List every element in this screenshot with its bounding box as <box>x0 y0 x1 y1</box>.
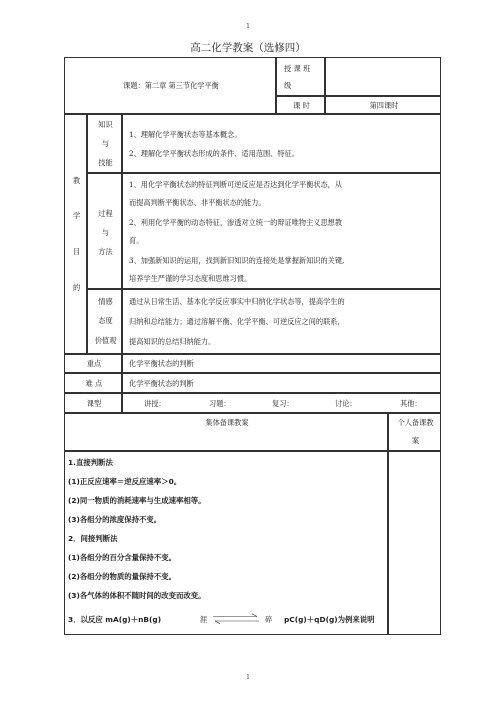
knowledge-label: 与 <box>101 139 110 148</box>
difficulty-value-cell <box>122 373 441 393</box>
process-label: 过程 <box>98 209 113 218</box>
lesson-type-option: 其他： <box>400 399 422 408</box>
reaction-word-left: 涯 <box>200 615 208 624</box>
lesson-type-option: 习题： <box>209 399 231 408</box>
collective-plan-header-cell <box>64 413 388 451</box>
personal-plan-header-cell <box>388 413 441 451</box>
personal-notes-cell <box>388 451 441 635</box>
personal-plan-header: 个人备课教 <box>397 418 434 427</box>
equilibrium-arrow-icon <box>211 612 261 626</box>
objectives-char: 教 <box>73 176 81 185</box>
content-line: (1)各组分的百分含量保持不变。 <box>68 553 176 562</box>
content-line: (3)各气体的体积不随时间的改变而改变。 <box>68 591 206 600</box>
process-line: 育。 <box>129 236 144 245</box>
emotion-label-cell <box>87 289 122 354</box>
content-line: 2．间接判断法 <box>68 534 118 543</box>
lesson-type-option: 讨论： <box>335 399 357 408</box>
class-label-line2: 级 <box>284 81 292 90</box>
class-label-cell <box>276 57 325 96</box>
knowledge-label: 知识 <box>98 120 113 129</box>
objectives-char: 的 <box>73 283 81 292</box>
knowledge-content-cell <box>122 114 441 173</box>
collective-plan-header: 集体备课教案 <box>205 418 249 427</box>
focus-label: 重点 <box>86 359 102 368</box>
lesson-type-options-cell <box>122 393 441 413</box>
lesson-type-label: 课型 <box>86 399 102 408</box>
focus-value: 化学平衡状态的判断 <box>129 359 194 368</box>
emotion-line: 提高知识的总结归纳能力。 <box>129 337 216 346</box>
content-line: (2)同一物质的消耗速率与生成速率相等。 <box>68 496 206 505</box>
topic-cell <box>64 57 276 114</box>
emotion-content-cell <box>122 289 441 354</box>
process-line: 1、用化学平衡状态的特征判断可逆反应是否达到化学平衡状态，从 <box>129 180 343 189</box>
process-content-cell <box>122 173 441 289</box>
document-title: 高二化学教案（选修四） <box>190 42 306 54</box>
reaction-line-right: pC(g)＋qD(g)为例来说明 <box>284 615 375 624</box>
emotion-label: 情感 <box>98 297 113 306</box>
knowledge-label-cell <box>87 114 122 173</box>
hours-value: 第四课时 <box>369 101 399 110</box>
content-cell <box>64 451 388 635</box>
emotion-line: 通过从日常生活、基本化学反应事实中归纳化学状态等，提高学生的 <box>129 297 345 306</box>
page-number-bottom: 1 <box>246 674 250 681</box>
objectives-label-cell <box>64 114 87 354</box>
difficulty-label-cell <box>64 373 122 393</box>
reaction-word-right: 碎 <box>265 615 273 624</box>
process-line: 培养学生严谨的学习态度和思维习惯。 <box>129 274 252 283</box>
content-line: 1.直接判断法 <box>68 458 113 467</box>
content-line: (3)各组分的浓度保持不变。 <box>68 515 162 524</box>
personal-plan-header: 案 <box>411 436 420 445</box>
content-line: (1)正反应速率＝逆反应速率＞0。 <box>68 477 182 486</box>
process-label: 方法 <box>98 247 113 256</box>
process-line: 2、利用化学平衡的动态特征，渗透对立统一的辩证唯物主义思想教 <box>129 218 343 227</box>
emotion-label: 价值观 <box>94 336 117 345</box>
difficulty-value: 化学平衡状态的判断 <box>129 379 194 388</box>
process-label-cell <box>87 173 122 289</box>
objectives-char: 学 <box>73 211 81 220</box>
process-line: 而提高判断平衡状态、非平衡状态的能力。 <box>129 198 266 207</box>
focus-label-cell <box>64 354 122 373</box>
topic-text: 课题：第二章 第三节化学平衡 <box>123 81 219 90</box>
class-label-line1: 授 课 班 <box>284 64 311 73</box>
content-line: (2)各组分的物质的量保持不变。 <box>68 572 176 581</box>
emotion-line: 归纳和总结能力；通过溶解平衡、化学平衡、可逆反应之间的联系， <box>129 317 345 326</box>
reaction-line-left: 3．以反应 mA(g)＋nB(g) <box>68 615 162 624</box>
knowledge-label: 技能 <box>98 158 113 167</box>
objectives-char: 目 <box>73 247 81 256</box>
hours-value-cell <box>325 96 441 114</box>
page-number-top: 1 <box>246 23 250 30</box>
focus-value-cell <box>122 354 441 373</box>
hours-label: 课 时 <box>293 101 310 110</box>
class-value-cell <box>325 57 441 96</box>
emotion-label: 态度 <box>98 316 113 325</box>
lesson-type-option: 讲授： <box>144 399 166 408</box>
process-line: 3、加强新知识的运用，找到新旧知识的连接处是掌握新知识的关键, <box>129 256 345 265</box>
difficulty-label: 难 点 <box>85 379 103 388</box>
knowledge-line: 1、理解化学平衡状态等基本概念。 <box>129 130 242 139</box>
lesson-type-option: 复习： <box>272 399 294 408</box>
lesson-type-label-cell <box>64 393 122 413</box>
process-label: 与 <box>101 228 110 237</box>
knowledge-line: 2、理解化学平衡状态形成的条件、适用范围、特征。 <box>129 149 299 158</box>
hours-label-cell <box>276 96 325 114</box>
lesson-plan-table <box>64 57 441 635</box>
